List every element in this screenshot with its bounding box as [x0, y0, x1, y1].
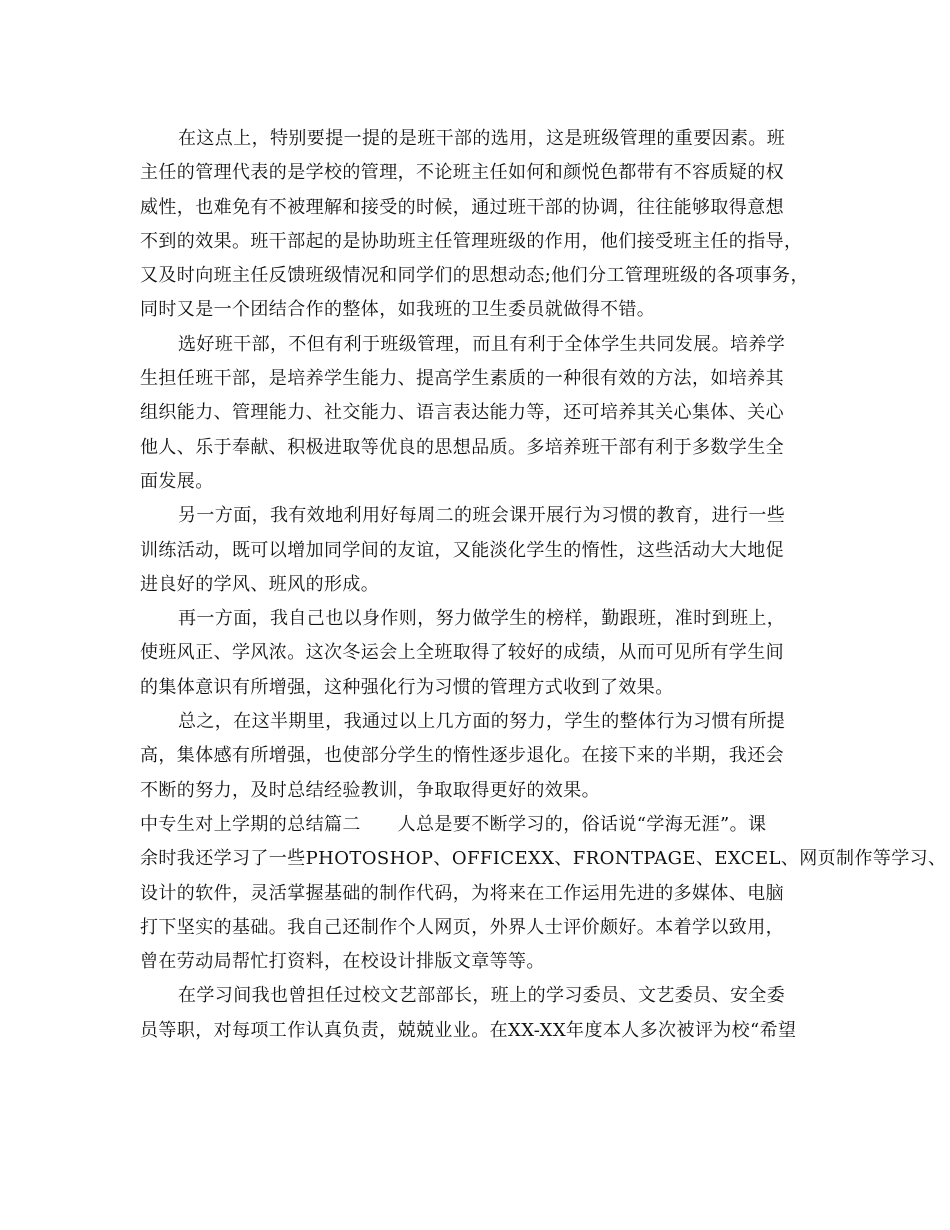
- text-line: 设计的软件，灵活掌握基础的制作代码，为将来在工作运用先进的多媒体、电脑: [140, 882, 784, 904]
- text-line: 主任的管理代表的是学校的管理，不论班主任如何和颜悦色都带有不容质疑的权: [140, 162, 784, 184]
- text-line: 他人、乐于奉献、积极进取等优良的思想品质。多培养班干部有利于多数学生全: [140, 436, 784, 458]
- text-line: 不到的效果。班干部起的是协助班主任管理班级的作用，他们接受班主任的指导，: [140, 230, 803, 252]
- text-line: 再一方面，我自己也以身作则，努力做学生的榜样，勤跟班，准时到班上，: [178, 608, 786, 630]
- text-line: 面发展。: [140, 470, 214, 492]
- text-line: 另一方面，我有效地利用好每周二的班会课开展行为习惯的教育，进行一些: [178, 505, 786, 527]
- text-line: 使班风正、学风浓。这次冬运会上全班取得了较好的成绩，从而可见所有学生间: [140, 642, 784, 664]
- text-line: 选好班干部，不但有利于班级管理，而且有利于全体学生共同发展。培养学: [178, 333, 786, 355]
- text-line: 打下坚实的基础。我自己还制作个人网页，外界人士评价颇好。本着学以致用，: [140, 916, 784, 938]
- text-line: 的集体意识有所增强，这种强化行为习惯的管理方式收到了效果。: [140, 676, 674, 698]
- text-line: 生担任班干部，是培养学生能力、提高学生素质的一种很有效的方法，如培养其: [140, 368, 784, 390]
- text-line: 余时我还学习了一些PHOTOSHOP、OFFICEXX、FRONTPAGE、EXCEL、网页制作等学习、: [140, 848, 947, 870]
- text-line: 又及时向班主任反馈班级情况和同学们的思想动态;他们分工管理班级的各项事务，: [140, 265, 809, 287]
- text-line: 不断的努力，及时总结经验教训，争取取得更好的效果。: [140, 779, 600, 801]
- text-line: 总之，在这半期里，我通过以上几方面的努力，学生的整体行为习惯有所提: [178, 711, 786, 733]
- text-line: 进良好的学风、班风的形成。: [140, 573, 380, 595]
- text-line: 高，集体感有所增强，也使部分学生的惰性逐步退化。在接下来的半期，我还会: [140, 745, 784, 767]
- text-line: 在这点上，特别要提一提的是班干部的选用，这是班级管理的重要因素。班: [178, 128, 786, 149]
- text-line: 威性，也难免有不被理解和接受的时候，通过班干部的协调，往往能够取得意想: [140, 196, 784, 218]
- document-body: [140, 128, 947, 1054]
- text-line: 训练活动，既可以增加同学间的友谊，又能淡化学生的惰性，这些活动大大地促: [140, 539, 784, 561]
- text-line: 员等职，对每项工作认真负责，兢兢业业。在XX-XX年度本人多次被评为校“希望: [140, 1019, 797, 1041]
- text-line: 中专生对上学期的总结篇二 人总是要不断学习的，俗话说“学海无涯”。课: [140, 813, 767, 835]
- text-line: 组织能力、管理能力、社交能力、语言表达能力等，还可培养其关心集体、关心: [140, 402, 784, 424]
- text-line: 在学习间我也曾担任过校文艺部部长，班上的学习委员、文艺委员、安全委: [178, 985, 786, 1007]
- text-line: 曾在劳动局帮忙打资料，在校设计排版文章等等。: [140, 951, 545, 973]
- text-line: 同时又是一个团结合作的整体，如我班的卫生委员就做得不错。: [140, 299, 656, 321]
